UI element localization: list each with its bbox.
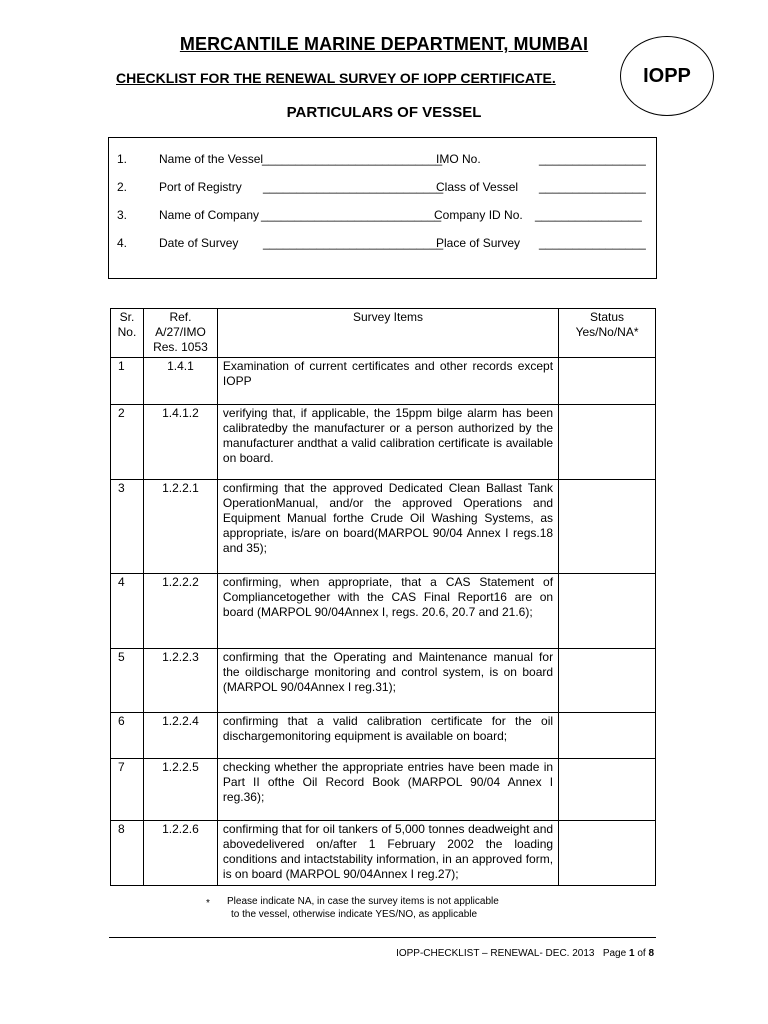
header-ref-line1: Ref. [169, 310, 192, 324]
particular-blank-2[interactable]: ________________ [535, 208, 642, 222]
footer-divider [109, 937, 656, 938]
footer-page-number: 1 [628, 948, 635, 959]
table-row [111, 358, 656, 405]
sr-cell: 8 [111, 821, 144, 886]
status-cell[interactable] [559, 759, 656, 821]
status-cell[interactable] [559, 574, 656, 649]
sr-cell: 2 [111, 405, 144, 480]
header-ref [143, 309, 217, 358]
particular-number: 2. [117, 180, 128, 194]
header-ref-line3: Res. 1053 [153, 340, 208, 354]
department-title-text: MERCANTILE MARINE DEPARTMENT, MUMBAI [179, 34, 589, 54]
header-status-line2: Yes/No/NA* [575, 325, 639, 339]
table-row [111, 759, 656, 821]
iopp-badge: IOPP [620, 36, 714, 116]
ref-cell: 1.2.2.3 [143, 649, 217, 713]
header-survey-items: Survey Items [217, 309, 558, 358]
header-sr-line2: No. [117, 325, 137, 339]
particular-label-2: IMO No. [436, 152, 481, 166]
survey-item-cell: Examination of current certificates and other records except IOPP [217, 358, 558, 405]
checklist-title: CHECKLIST FOR THE RENEWAL SURVEY OF IOPP CERTIFICATE. [116, 70, 556, 86]
particular-label: Name of the Vessel [159, 152, 264, 166]
sr-cell: 7 [111, 759, 144, 821]
ref-cell: 1.4.1.2 [143, 405, 217, 480]
footer-page-total: 8 [648, 948, 654, 959]
ref-cell: 1.4.1 [143, 358, 217, 405]
ref-cell: 1.2.2.4 [143, 713, 217, 759]
particular-number: 1. [117, 152, 128, 166]
particular-row [109, 236, 656, 252]
section-title: PARTICULARS OF VESSEL [286, 104, 482, 121]
particular-row [109, 208, 656, 224]
particular-blank[interactable]: ___________________________ [262, 152, 443, 166]
sr-cell: 4 [111, 574, 144, 649]
particular-label: Date of Survey [159, 236, 239, 250]
table-row [111, 574, 656, 649]
status-cell[interactable] [559, 358, 656, 405]
footnote-text [227, 895, 547, 921]
footnote-line1: Please indicate NA, in case the survey items is not applicable [227, 896, 499, 907]
table-row [111, 821, 656, 886]
header-sr-line1: Sr. [119, 310, 135, 324]
table-header-row [111, 309, 656, 358]
particular-blank[interactable]: ___________________________ [263, 236, 444, 250]
particular-blank-2[interactable]: ________________ [539, 180, 646, 194]
table-row [111, 480, 656, 574]
header-status-line1: Status [590, 310, 625, 324]
survey-item-cell: verifying that, if applicable, the 15ppm bilge alarm has been calibratedby the manufacturer or a person authorized by the manufacturer andthat a valid calibration certificate is available on board. [217, 405, 558, 480]
sr-cell: 6 [111, 713, 144, 759]
survey-item-cell: checking whether the appropriate entries have been made in Part II ofthe Oil Record Book (MARPOL 90/04 Annex I reg.36); [217, 759, 558, 821]
status-cell[interactable] [559, 480, 656, 574]
ref-cell: 1.2.2.5 [143, 759, 217, 821]
header-sr-no [111, 309, 144, 358]
ref-cell: 1.2.2.2 [143, 574, 217, 649]
survey-item-cell: confirming, when appropriate, that a CAS Statement of Compliancetogether with the CAS Final Report16 are on board (MARPOL 90/04Annex I, regs. 20.6, 20.7 and 21.6); [217, 574, 558, 649]
ref-cell: 1.2.2.6 [143, 821, 217, 886]
sr-cell: 3 [111, 480, 144, 574]
particular-blank[interactable]: ___________________________ [261, 208, 442, 222]
status-cell[interactable] [559, 821, 656, 886]
particular-number: 3. [117, 208, 128, 222]
ref-cell: 1.2.2.1 [143, 480, 217, 574]
table-row [111, 713, 656, 759]
sr-cell: 1 [111, 358, 144, 405]
footer-of-label: of [637, 948, 646, 959]
footer-page-label: Page [602, 948, 627, 959]
particular-blank-2[interactable]: ________________ [539, 152, 646, 166]
particular-label: Port of Registry [159, 180, 242, 194]
survey-item-cell: confirming that the approved Dedicated Clean Ballast Tank OperationManual, and/or the approved Operations and Equipment Manual forthe Crude Oil Washing Systems, as appropriate, is/are on board(MARPOL 90/04 Annex I regs.18 and 35); [217, 480, 558, 574]
table-row [111, 649, 656, 713]
particular-label-2: Class of Vessel [436, 180, 519, 194]
footer-doc-id: IOPP-CHECKLIST – RENEWAL- DEC. 2013 [396, 948, 595, 959]
particular-row [109, 152, 656, 168]
status-cell[interactable] [559, 713, 656, 759]
particular-blank[interactable]: ___________________________ [263, 180, 444, 194]
page-footer [396, 948, 654, 959]
table-row [111, 405, 656, 480]
particular-number: 4. [117, 236, 128, 250]
survey-item-cell: confirming that a valid calibration certificate for the oil dischargemonitoring equipment is available on board; [217, 713, 558, 759]
particular-label-2: Place of Survey [436, 236, 521, 250]
particular-label-2: Company ID No. [434, 208, 523, 222]
footnote-star: * [206, 898, 210, 909]
footnote [206, 895, 547, 921]
status-cell[interactable] [559, 649, 656, 713]
status-cell[interactable] [559, 405, 656, 480]
header-ref-line2: A/27/IMO [155, 325, 206, 339]
survey-item-cell: confirming that for oil tankers of 5,000 tonnes deadweight and abovedelivered on/after 1 February 2002 the loading conditions and intactstability information, in an approved form, is on board (MARPOL 90/04Annex I reg.27); [217, 821, 558, 886]
sr-cell: 5 [111, 649, 144, 713]
vessel-particulars-box [108, 137, 657, 279]
survey-item-cell: confirming that the Operating and Maintenance manual for the oildischarge monitoring and control system, is on board (MARPOL 90/04Annex I reg.31); [217, 649, 558, 713]
survey-items-table [110, 308, 656, 886]
header-status [559, 309, 656, 358]
footnote-line2: to the vessel, otherwise indicate YES/NO, as applicable [231, 909, 478, 920]
particular-label: Name of Company [159, 208, 260, 222]
particular-row [109, 180, 656, 196]
particular-blank-2[interactable]: ________________ [539, 236, 646, 250]
